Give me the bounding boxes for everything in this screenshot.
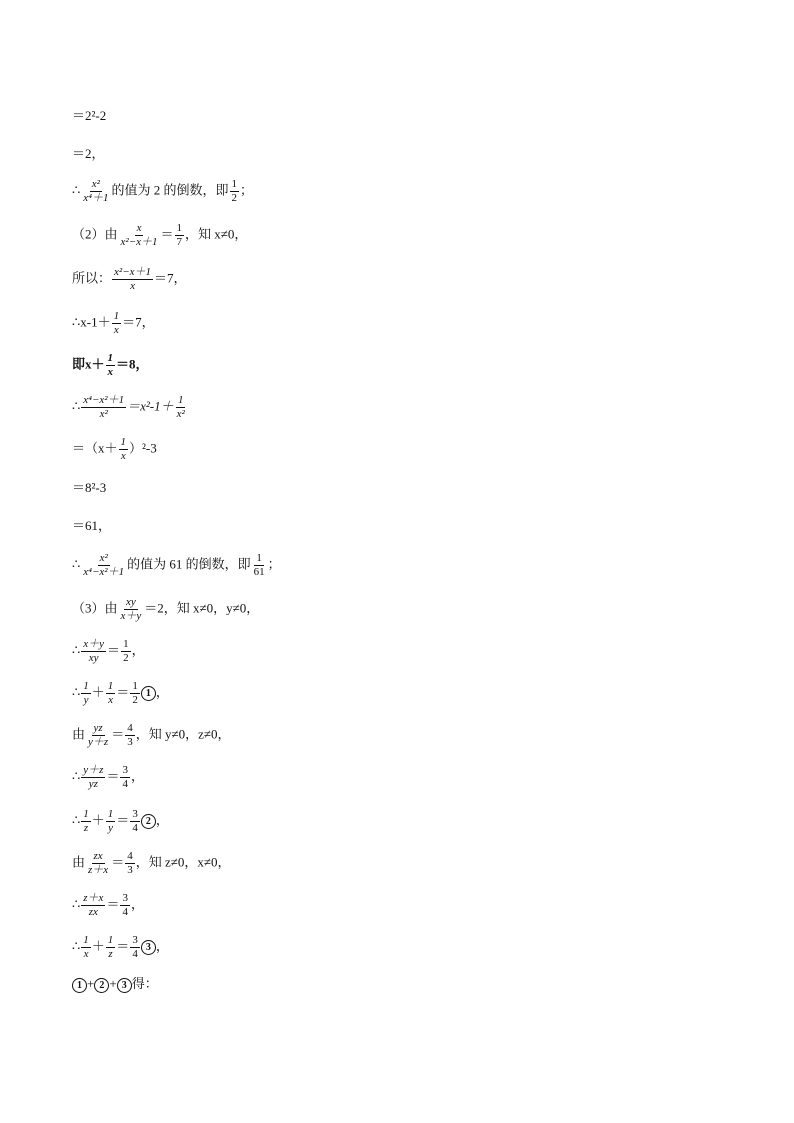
denominator: x²−x＋1 bbox=[120, 236, 158, 248]
step-line-12 bbox=[72, 552, 281, 579]
numerator: 1 bbox=[107, 934, 114, 946]
numerator: 1 bbox=[132, 680, 138, 692]
fraction bbox=[120, 764, 130, 791]
denominator: x bbox=[130, 280, 135, 292]
expression-text: ＝8²-3 bbox=[72, 480, 107, 495]
fraction bbox=[112, 266, 153, 293]
text: ； bbox=[240, 182, 254, 198]
text: ＝ bbox=[111, 854, 125, 870]
text: + bbox=[109, 976, 117, 991]
denominator: 3 bbox=[127, 864, 133, 876]
fraction bbox=[86, 722, 110, 749]
step-line-22 bbox=[72, 976, 158, 993]
denominator: xy bbox=[88, 652, 99, 664]
text: ＝7， bbox=[122, 314, 155, 330]
numerator: 1 bbox=[107, 352, 114, 364]
denominator: x bbox=[107, 366, 114, 378]
fraction bbox=[175, 394, 187, 421]
denominator: z bbox=[83, 822, 89, 834]
fraction bbox=[119, 596, 144, 623]
text: ，知 z≠0，x≠0， bbox=[135, 854, 231, 870]
text: ＋ bbox=[91, 812, 105, 828]
circled-number-2: 2 bbox=[94, 978, 109, 993]
fraction bbox=[175, 222, 185, 249]
therefore-symbol: ∴ bbox=[72, 812, 81, 828]
numerator: x＋y bbox=[83, 638, 105, 650]
denominator: x＋y bbox=[120, 610, 142, 622]
text: ， bbox=[130, 768, 144, 784]
text: ）²-3 bbox=[129, 440, 157, 456]
numerator: 1 bbox=[123, 638, 129, 650]
numerator: 4 bbox=[127, 722, 133, 734]
step-line-2 bbox=[72, 146, 105, 162]
fraction bbox=[119, 436, 129, 463]
numerator: 1 bbox=[176, 222, 183, 234]
text: 所以： bbox=[72, 270, 112, 286]
fraction bbox=[121, 638, 131, 665]
text: ＋ bbox=[91, 938, 105, 954]
text: ； bbox=[267, 556, 281, 572]
fraction bbox=[86, 850, 110, 877]
text: （2）由 bbox=[72, 226, 118, 242]
denominator: y bbox=[83, 694, 89, 706]
denominator: x² bbox=[176, 408, 185, 420]
step-line-1 bbox=[72, 108, 106, 124]
denominator: 4 bbox=[132, 948, 138, 960]
text: ＋ bbox=[91, 684, 105, 700]
numerator: x² bbox=[99, 552, 108, 564]
numerator: zx bbox=[93, 850, 103, 862]
text: ＝（x＋ bbox=[72, 440, 118, 456]
text: 的值为 2 的倒数，即 bbox=[111, 182, 229, 198]
numerator: xy bbox=[126, 596, 136, 608]
denominator: 2 bbox=[132, 694, 138, 706]
denominator: 61 bbox=[253, 566, 265, 578]
therefore-symbol: ∴ bbox=[72, 684, 81, 700]
denominator: x bbox=[83, 948, 89, 960]
numerator: 4 bbox=[127, 850, 133, 862]
denominator: 2 bbox=[123, 652, 129, 664]
text: ， bbox=[130, 896, 144, 912]
denominator: 4 bbox=[122, 906, 128, 918]
numerator: 1 bbox=[256, 552, 262, 564]
step-line-3 bbox=[72, 178, 253, 205]
denominator: 2 bbox=[231, 192, 238, 204]
text: ＝7， bbox=[154, 270, 187, 286]
numerator: 3 bbox=[122, 892, 128, 904]
text: ＝ bbox=[116, 938, 130, 954]
text: （3）由 bbox=[72, 600, 118, 616]
step-line-14 bbox=[72, 638, 145, 665]
numerator: 3 bbox=[132, 808, 138, 820]
step-line-6 bbox=[72, 310, 155, 337]
expression-text: ＝2， bbox=[72, 146, 105, 161]
therefore-symbol: ∴ bbox=[72, 556, 81, 572]
numerator: 1 bbox=[83, 680, 89, 692]
fraction bbox=[81, 934, 91, 961]
text: ， bbox=[155, 812, 169, 828]
denominator: 4 bbox=[122, 778, 128, 790]
text: ， bbox=[155, 684, 169, 700]
numerator: y＋z bbox=[83, 764, 104, 776]
denominator: zx bbox=[88, 906, 98, 918]
step-line-20 bbox=[72, 892, 144, 919]
text: 由 bbox=[72, 854, 86, 870]
denominator: x bbox=[113, 324, 119, 336]
step-line-15 bbox=[72, 680, 169, 707]
circled-number-3: 3 bbox=[141, 940, 156, 955]
step-line-17 bbox=[72, 764, 144, 791]
fraction bbox=[130, 934, 140, 961]
text: ， bbox=[155, 938, 169, 954]
fraction bbox=[120, 892, 130, 919]
numerator: 1 bbox=[107, 808, 114, 820]
fraction bbox=[81, 764, 105, 791]
fraction bbox=[125, 722, 135, 749]
fraction bbox=[130, 808, 140, 835]
step-line-16 bbox=[72, 722, 231, 749]
fraction bbox=[81, 552, 126, 579]
denominator: 3 bbox=[127, 736, 133, 748]
denominator: x⁴−x²＋1 bbox=[83, 566, 125, 578]
therefore-symbol: ∴ bbox=[72, 182, 81, 198]
fraction bbox=[81, 394, 126, 421]
denominator: 7 bbox=[176, 236, 183, 248]
denominator: x² bbox=[99, 408, 108, 420]
numerator: 1 bbox=[113, 310, 120, 322]
text: ＝ bbox=[106, 896, 120, 912]
denominator: x bbox=[120, 450, 126, 462]
therefore-symbol: ∴ bbox=[72, 642, 81, 658]
step-line-18 bbox=[72, 808, 169, 835]
fraction bbox=[81, 178, 110, 205]
denominator: z＋x bbox=[88, 864, 109, 876]
text: ＝ bbox=[107, 642, 121, 658]
text: ＝2，知 x≠0，y≠0， bbox=[144, 600, 260, 616]
numerator: x² bbox=[91, 178, 100, 190]
text: ＝8， bbox=[116, 356, 149, 372]
text: + bbox=[87, 976, 95, 991]
circled-number-3: 3 bbox=[117, 978, 132, 993]
expression-text: ＝2²-2 bbox=[72, 108, 107, 123]
step-line-13 bbox=[72, 596, 259, 623]
fraction bbox=[106, 680, 116, 707]
fraction bbox=[252, 552, 267, 579]
denominator: y＋z bbox=[88, 736, 109, 748]
text: 的值为 61 的倒数，即 bbox=[127, 556, 251, 572]
denominator: 4 bbox=[132, 822, 138, 834]
numerator: x⁴−x²＋1 bbox=[83, 394, 125, 406]
step-line-9 bbox=[72, 436, 157, 463]
fraction bbox=[81, 680, 91, 707]
fraction bbox=[81, 892, 105, 919]
step-line-8 bbox=[72, 394, 188, 421]
step-line-19 bbox=[72, 850, 231, 877]
fraction bbox=[119, 222, 160, 249]
therefore-symbol: ∴ bbox=[72, 398, 81, 414]
numerator: z＋x bbox=[83, 892, 104, 904]
fraction bbox=[106, 352, 116, 379]
text: ＝ bbox=[160, 226, 174, 242]
text: ∴x-1＋ bbox=[72, 314, 111, 330]
numerator: 1 bbox=[83, 934, 89, 946]
denominator: yz bbox=[88, 778, 98, 790]
step-line-21 bbox=[72, 934, 169, 961]
fraction bbox=[112, 310, 122, 337]
step-line-5 bbox=[72, 266, 187, 293]
fraction bbox=[125, 850, 135, 877]
text: 得： bbox=[131, 976, 158, 991]
text: ＝ bbox=[106, 768, 120, 784]
denominator: y bbox=[108, 822, 113, 834]
numerator: 3 bbox=[132, 934, 138, 946]
denominator: x⁴＋1 bbox=[83, 192, 109, 204]
text: 由 bbox=[72, 726, 86, 742]
text: 即x＋ bbox=[72, 356, 105, 372]
numerator: 3 bbox=[122, 764, 128, 776]
circled-number-1: 1 bbox=[72, 978, 87, 993]
step-line-11 bbox=[72, 518, 111, 534]
text: ＝ bbox=[116, 684, 130, 700]
step-line-7 bbox=[72, 352, 149, 379]
numerator: x²−x＋1 bbox=[114, 266, 152, 278]
fraction bbox=[230, 178, 240, 205]
therefore-symbol: ∴ bbox=[72, 938, 81, 954]
denominator: x bbox=[108, 694, 113, 706]
text: ，知 y≠0，z≠0， bbox=[135, 726, 231, 742]
fraction bbox=[81, 638, 106, 665]
step-line-10 bbox=[72, 480, 106, 496]
expression-text: ＝61， bbox=[72, 518, 112, 533]
numerator: 1 bbox=[83, 808, 89, 820]
fraction bbox=[130, 680, 140, 707]
circled-number-2: 2 bbox=[141, 814, 156, 829]
text: ＝ bbox=[111, 726, 125, 742]
text: ， bbox=[131, 642, 145, 658]
numerator: 1 bbox=[177, 394, 184, 406]
numerator: 1 bbox=[231, 178, 238, 190]
text: ，知 x≠0， bbox=[185, 226, 248, 242]
step-line-4 bbox=[72, 222, 247, 249]
fraction bbox=[81, 808, 91, 835]
numerator: x bbox=[136, 222, 142, 234]
therefore-symbol: ∴ bbox=[72, 896, 81, 912]
text: ＝x²-1＋ bbox=[127, 398, 174, 414]
numerator: yz bbox=[93, 722, 103, 734]
numerator: 1 bbox=[120, 436, 127, 448]
numerator: 1 bbox=[107, 680, 114, 692]
circled-number-1: 1 bbox=[141, 686, 156, 701]
therefore-symbol: ∴ bbox=[72, 768, 81, 784]
denominator: z bbox=[108, 948, 113, 960]
fraction bbox=[106, 808, 116, 835]
text: ＝ bbox=[116, 812, 130, 828]
fraction bbox=[106, 934, 116, 961]
